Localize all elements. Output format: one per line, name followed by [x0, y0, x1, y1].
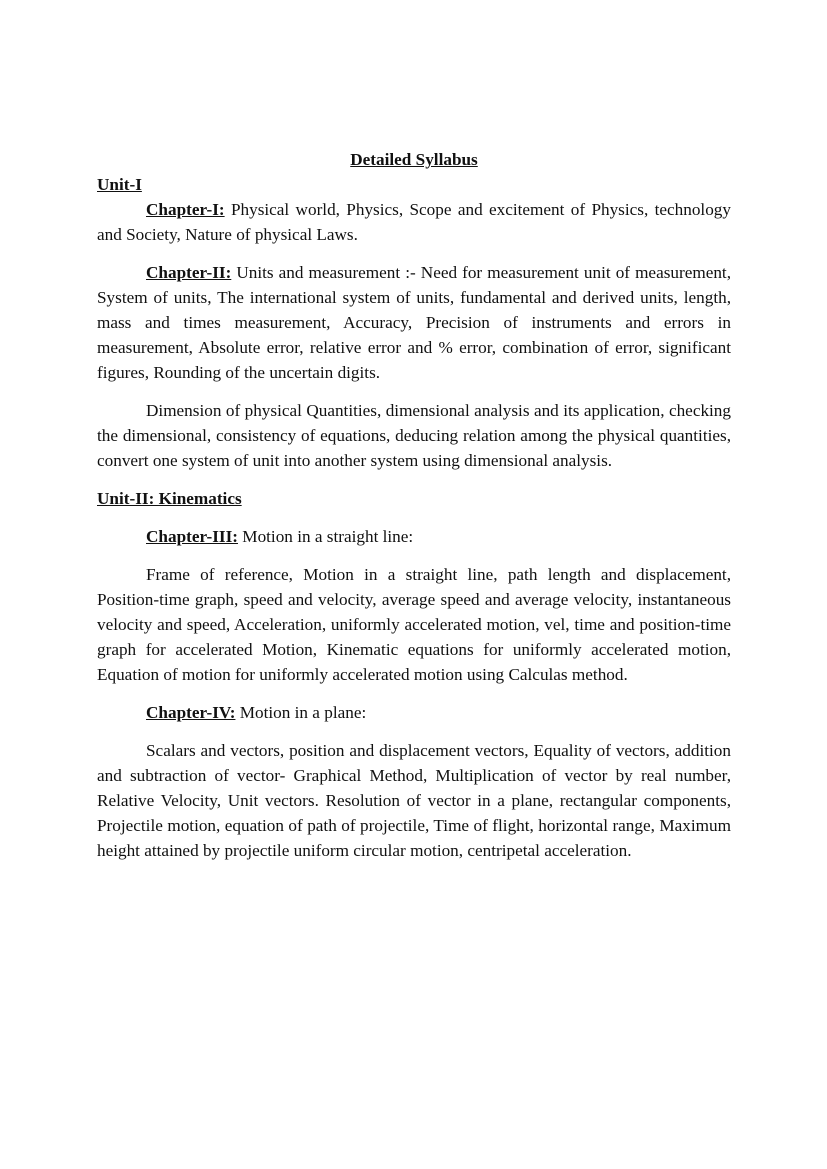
chapter-3-text: Motion in a straight line:: [237, 527, 414, 546]
dimension-paragraph: Dimension of physical Quantities, dimensional analysis and its application, checking the dimensional, consistency of equations, deducing relation among the physical quantities, convert one system of unit into another system using dimensional analysis.: [97, 401, 731, 470]
chapter-2-text: Units and measurement :- Need for measurement unit of measurement, System of units, The international system of units, fundamental and derived units, length, mass and times measurement, Accuracy, Precision of instruments and errors in measurement, Absolute error, relative error and % error, combination of error, significant figures, Rounding of the uncertain digits.: [97, 263, 731, 382]
page-title: Detailed Syllabus: [350, 150, 478, 169]
chapter-1-paragraph: [97, 197, 731, 247]
chapter-4-label: Chapter-IV:: [146, 703, 236, 722]
chapter-3-body: Frame of reference, Motion in a straight line, path length and displacement, Position-time graph, speed and velocity, average speed and average velocity, instantaneous velocity and speed, Acceleration, uniformly accelerated motion, vel, time and position-time graph for accelerated Motion, Kinematic equations for uniformly accelerated motion, Equation of motion for uniformly accelerated motion using Calculas method.: [97, 565, 731, 684]
chapter-4-text: Motion in a plane:: [235, 703, 367, 722]
syllabus-page: [97, 147, 731, 863]
unit-2-heading: Unit-II: Kinematics: [97, 489, 242, 508]
chapter-3-paragraph: [97, 524, 731, 549]
chapter-2-paragraph: [97, 260, 731, 385]
chapter-3-label: Chapter-III:: [146, 527, 238, 546]
chapter-1-label: Chapter-I:: [146, 200, 225, 219]
chapter-4-paragraph: [97, 700, 731, 725]
unit-1-heading: Unit-I: [97, 175, 142, 194]
chapter-4-body: Scalars and vectors, position and displacement vectors, Equality of vectors, addition and subtraction of vector- Graphical Method, Multiplication of vector by real number, Relative Velocity, Unit vectors. Resolution of vector in a plane, rectangular components, Projectile motion, equation of path of projectile, Time of flight, horizontal range, Maximum height attained by projectile uniform circular motion, centripetal acceleration.: [97, 741, 731, 860]
chapter-2-label: Chapter-II:: [146, 263, 232, 282]
chapter-1-text: Physical world, Physics, Scope and excitement of Physics, technology and Society, Nature of physical Laws.: [97, 200, 731, 244]
